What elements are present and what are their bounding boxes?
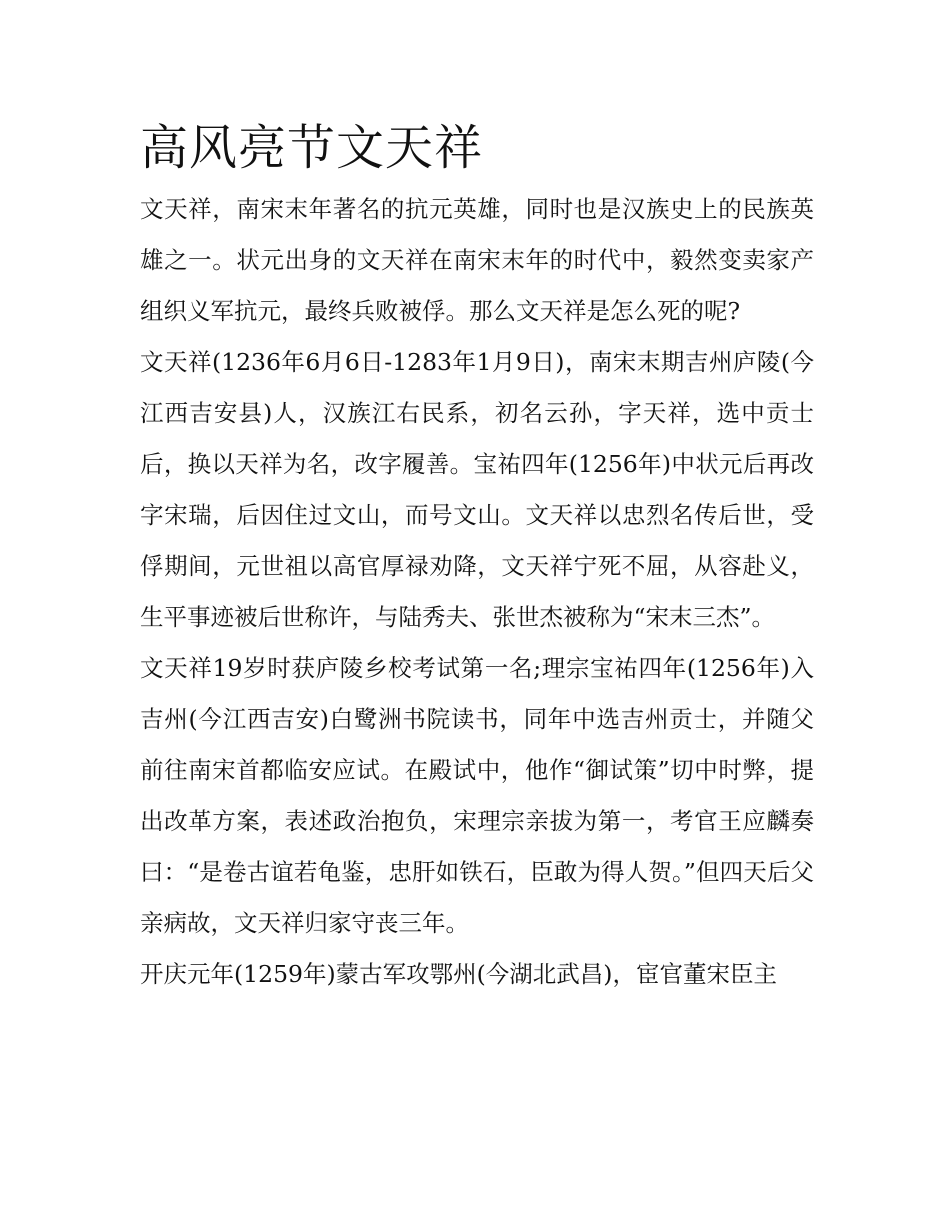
paragraph-3: 文天祥19岁时获庐陵乡校考试第一名;理宗宝祐四年(1256年)入吉州(今江西吉安)白鹭洲书院读书，同年中选吉州贡士，并随父前往南宋首都临安应试。在殿试中，他作“御试策”切中时弊，提出改革方案，表述政治抱负，宋理宗亲拔为第一，考官王应麟奏曰：“是卷古谊若龟鉴，忠肝如铁石，臣敢为得人贺。”但四天后父亲病故，文天祥归家守丧三年。 (140, 654, 814, 937)
paragraph-2: 文天祥(1236年6月6日-1283年1月9日)，南宋末期吉州庐陵(今江西吉安县)人，汉族江右民系，初名云孙，字天祥，选中贡士后，换以天祥为名，改字履善。宝祐四年(1256年)中状元后再改字宋瑞，后因住过文山，而号文山。文天祥以忠烈名传后世，受俘期间，元世祖以高官厚禄劝降，文天祥宁死不屈，从容赴义，生平事迹被后世称许，与陆秀夫、张世杰被称为“宋末三杰”。 (140, 348, 814, 631)
paragraph-4: 开庆元年(1259年)蒙古军攻鄂州(今湖北武昌)，宦官董宋臣主 (140, 960, 777, 988)
paragraph-1: 文天祥，南宋末年著名的抗元英雄，同时也是汉族史上的民族英雄之一。状元出身的文天祥在南宋末年的时代中，毅然变卖家产组织义军抗元，最终兵败被俘。那么文天祥是怎么死的呢? (140, 195, 814, 325)
document-page (140, 112, 814, 1000)
document-title: 高风亮节文天祥 (140, 120, 484, 176)
